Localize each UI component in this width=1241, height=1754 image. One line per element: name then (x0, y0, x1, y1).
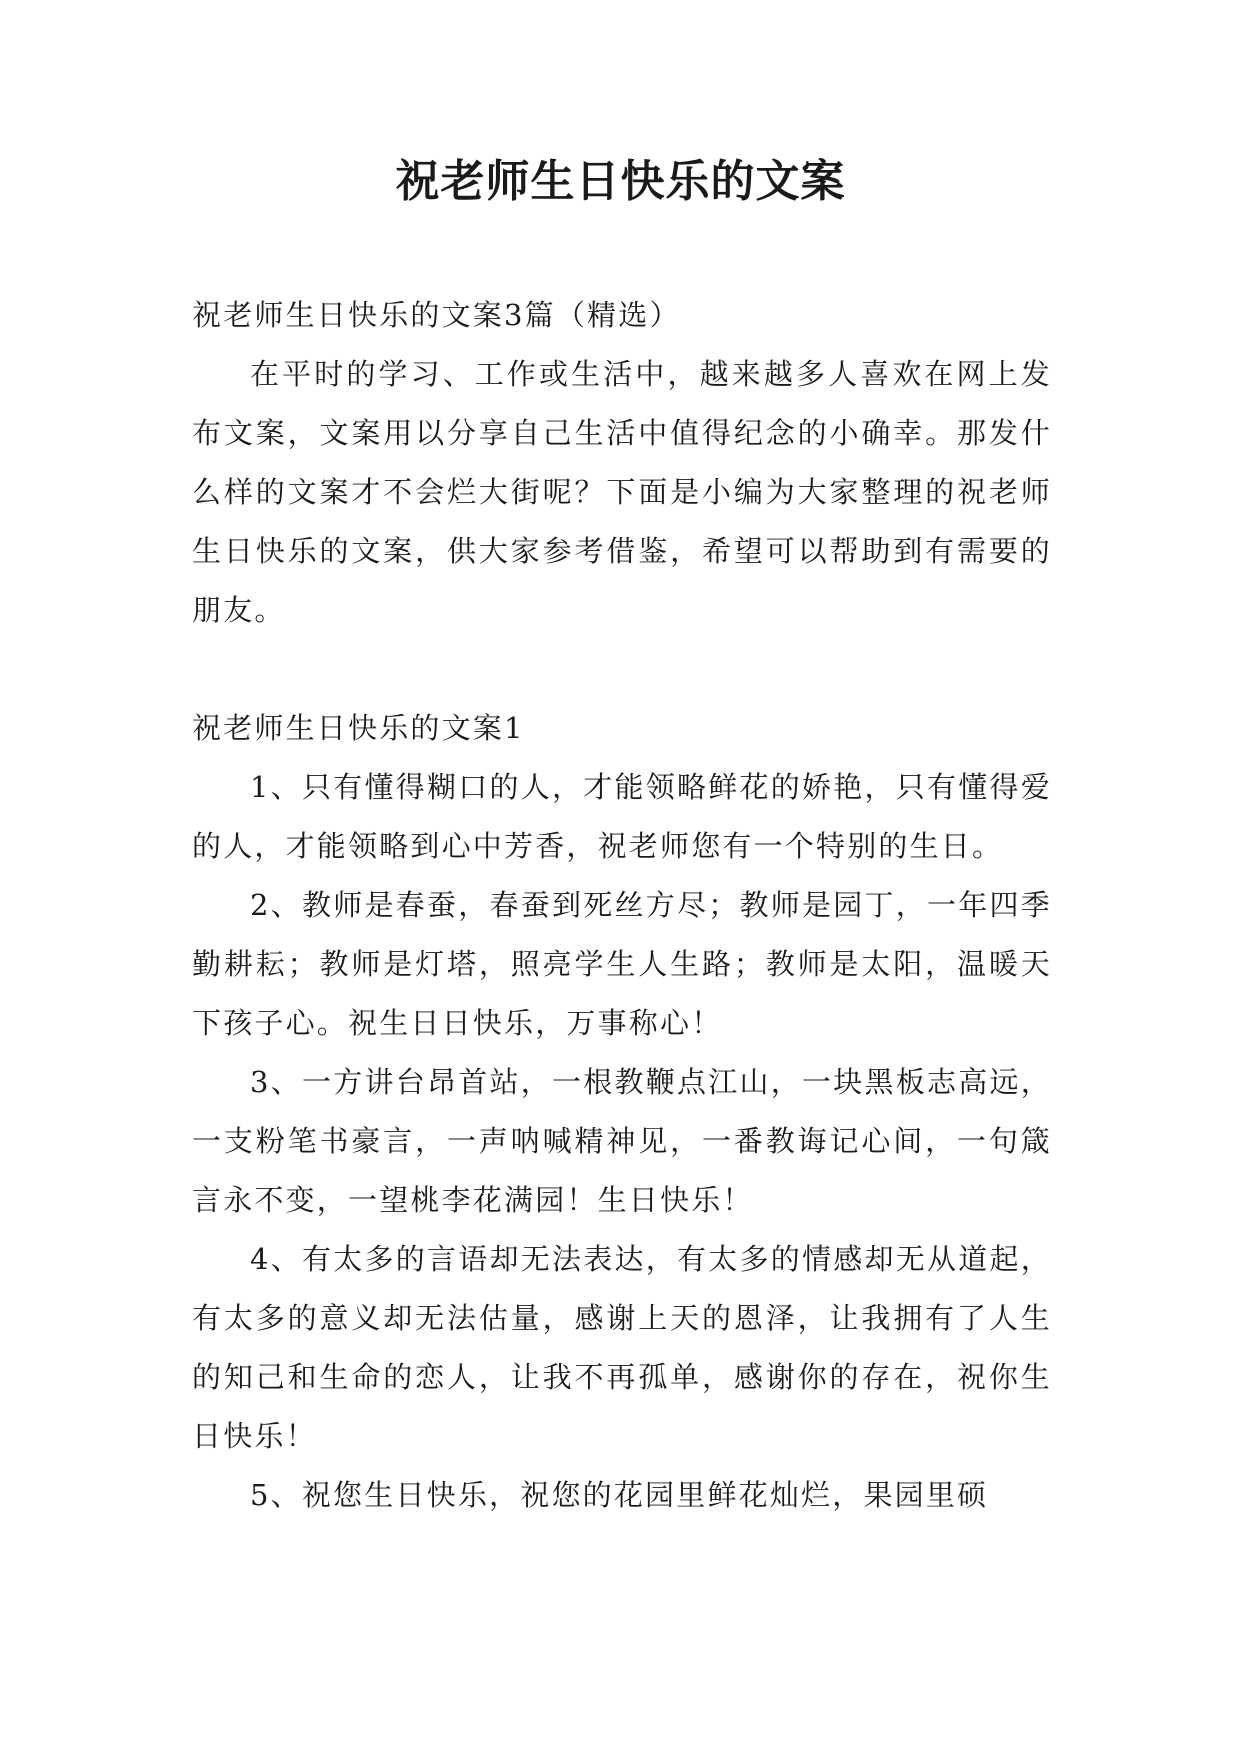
document-subtitle: 祝老师生日快乐的文案3篇（精选） (192, 298, 681, 332)
document-title: 祝老师生日快乐的文案 (395, 156, 846, 207)
wish-item-3: 3、一方讲台昂首站，一根教鞭点江山，一块黑板志高远，一支粉笔书豪言，一声呐喊精神见，一番教诲记心间，一句箴言永不变，一望桃李花满园！生日快乐！ (192, 1065, 1052, 1217)
wish-item-5: 5、祝您生日快乐，祝您的花园里鲜花灿烂，果园里硕 (250, 1478, 989, 1512)
section-heading: 祝老师生日快乐的文案1 (192, 711, 525, 745)
wish-item-1: 1、只有懂得糊口的人，才能领略鲜花的娇艳，只有懂得爱的人，才能领略到心中芳香，祝老师您有一个特别的生日。 (192, 770, 1052, 863)
intro-paragraph: 在平时的学习、工作或生活中，越来越多人喜欢在网上发布文案，文案用以分享自己生活中值得纪念的小确幸。那发什么样的文案才不会烂大街呢？下面是小编为大家整理的祝老师生日快乐的文案，供大家参考借鉴，希望可以帮助到有需要的朋友。 (192, 357, 1052, 627)
wish-item-2: 2、教师是春蚕，春蚕到死丝方尽；教师是园丁，一年四季勤耕耘；教师是灯塔，照亮学生人生路；教师是太阳，温暖天下孩子心。祝生日日快乐，万事称心！ (192, 888, 1052, 1040)
wish-item-4: 4、有太多的言语却无法表达，有太多的情感却无从道起，有太多的意义却无法估量，感谢上天的恩泽，让我拥有了人生的知己和生命的恋人，让我不再孤单，感谢你的存在，祝你生日快乐！ (192, 1242, 1052, 1453)
document-body (192, 286, 1052, 1525)
section-spacer (192, 640, 1052, 699)
